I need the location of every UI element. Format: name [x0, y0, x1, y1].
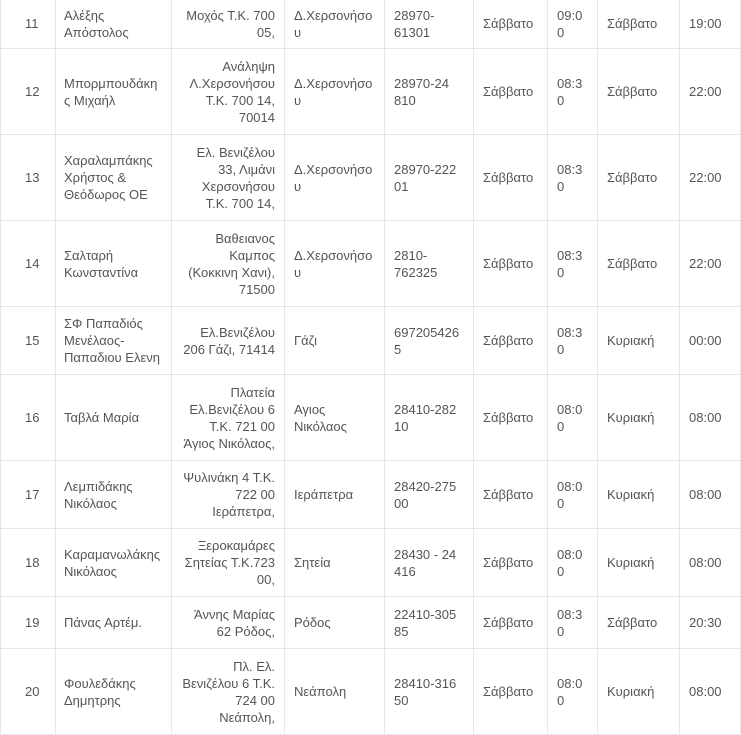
- open-day-cell: Σάββατο: [474, 461, 548, 529]
- close-day-cell: Κυριακή: [598, 529, 680, 597]
- open-time-cell: 08:00: [548, 461, 598, 529]
- close-day-cell: Σάββατο: [598, 0, 680, 49]
- close-time-cell: 00:00: [680, 307, 741, 375]
- table-row: [1, 375, 741, 461]
- open-time-cell: 08:30: [548, 307, 598, 375]
- area-cell: Νεάπολη: [285, 649, 385, 735]
- table-row: [1, 649, 741, 735]
- table-row: [1, 221, 741, 307]
- open-time-cell: 08:30: [548, 221, 598, 307]
- address-cell: Μοχός Τ.Κ. 700 05,: [172, 0, 285, 49]
- close-time-cell: 20:30: [680, 597, 741, 649]
- table-row: [1, 49, 741, 135]
- address-cell: Ελ. Βενιζέλου 33, Λιμάνι Χερσονήσου Τ.Κ. 700 14,: [172, 135, 285, 221]
- phone-number-cell: 6972054265: [385, 307, 474, 375]
- address-cell: Ανάληψη Λ.Χερσονήσου Τ.Κ. 700 14, 70014: [172, 49, 285, 135]
- open-day-cell: Σάββατο: [474, 375, 548, 461]
- close-day-cell: Σάββατο: [598, 135, 680, 221]
- address-cell: Άννης Μαρίας 62 Ρόδος,: [172, 597, 285, 649]
- table-row: [1, 0, 741, 49]
- row-number-cell: 14: [1, 221, 56, 307]
- area-cell: Ρόδος: [285, 597, 385, 649]
- row-number-cell: 19: [1, 597, 56, 649]
- phone-number-cell: 28420-275 00: [385, 461, 474, 529]
- table-row: [1, 461, 741, 529]
- close-time-cell: 08:00: [680, 461, 741, 529]
- close-day-cell: Κυριακή: [598, 375, 680, 461]
- table-row: [1, 529, 741, 597]
- pharmacist-name-cell: Φουλεδάκης Δημητρης: [56, 649, 172, 735]
- phone-number-cell: 28410-282 10: [385, 375, 474, 461]
- open-day-cell: Σάββατο: [474, 307, 548, 375]
- address-cell: Πλ. Ελ. Βενιζέλου 6 Τ.Κ. 724 00 Νεάπολη,: [172, 649, 285, 735]
- row-number-cell: 12: [1, 49, 56, 135]
- open-time-cell: 08:00: [548, 649, 598, 735]
- pharmacist-name-cell: ΣΦ Παπαδιός Μενέλαος-Παπαδιου Ελενη: [56, 307, 172, 375]
- address-cell: Πλατεία Ελ.Βενιζέλου 6 Τ.Κ. 721 00 Άγιος Νικόλαος,: [172, 375, 285, 461]
- phone-number-cell: 28410-316 50: [385, 649, 474, 735]
- row-number-cell: 20: [1, 649, 56, 735]
- address-cell: Βαθειανος Καμπος (Κοκκινη Χανι), 71500: [172, 221, 285, 307]
- close-day-cell: Κυριακή: [598, 461, 680, 529]
- open-day-cell: Σάββατο: [474, 649, 548, 735]
- area-cell: Σητεία: [285, 529, 385, 597]
- phone-number-cell: 28970-222 01: [385, 135, 474, 221]
- area-cell: Δ.Χερσονήσου: [285, 49, 385, 135]
- row-number-cell: 18: [1, 529, 56, 597]
- pharmacist-name-cell: Ταβλά Μαρία: [56, 375, 172, 461]
- phone-number-cell: 22410-305 85: [385, 597, 474, 649]
- open-day-cell: Σάββατο: [474, 0, 548, 49]
- close-day-cell: Κυριακή: [598, 649, 680, 735]
- pharmacist-name-cell: Λεμπιδάκης Νικόλαος: [56, 461, 172, 529]
- row-number-cell: 11: [1, 0, 56, 49]
- phone-number-cell: 2810-762325: [385, 221, 474, 307]
- row-number-cell: 15: [1, 307, 56, 375]
- pharmacist-name-cell: Αλέξης Απόστολος: [56, 0, 172, 49]
- close-day-cell: Σάββατο: [598, 597, 680, 649]
- area-cell: Δ.Χερσονήσου: [285, 135, 385, 221]
- pharmacist-name-cell: Πάνας Αρτέμ.: [56, 597, 172, 649]
- open-time-cell: 08:00: [548, 529, 598, 597]
- open-time-cell: 09:00: [548, 0, 598, 49]
- phone-number-cell: 28430 - 24 416: [385, 529, 474, 597]
- close-time-cell: 08:00: [680, 375, 741, 461]
- open-time-cell: 08:30: [548, 49, 598, 135]
- address-cell: Ελ.Βενιζέλου 206 Γάζι, 71414: [172, 307, 285, 375]
- pharmacist-name-cell: Σαλταρή Κωνσταντίνα: [56, 221, 172, 307]
- area-cell: Δ.Χερσονήσου: [285, 221, 385, 307]
- address-cell: Ψυλινάκη 4 Τ.Κ. 722 00 Ιεράπετρα,: [172, 461, 285, 529]
- close-time-cell: 22:00: [680, 135, 741, 221]
- area-cell: Δ.Χερσονήσου: [285, 0, 385, 49]
- close-time-cell: 22:00: [680, 221, 741, 307]
- address-cell: Ξεροκαμάρες Σητείας Τ.Κ.723 00,: [172, 529, 285, 597]
- open-day-cell: Σάββατο: [474, 597, 548, 649]
- close-time-cell: 08:00: [680, 649, 741, 735]
- pharmacist-name-cell: Μπορμπουδάκης Μιχαήλ: [56, 49, 172, 135]
- row-number-cell: 16: [1, 375, 56, 461]
- open-day-cell: Σάββατο: [474, 221, 548, 307]
- close-time-cell: 19:00: [680, 0, 741, 49]
- phone-number-cell: 28970-24 810: [385, 49, 474, 135]
- open-time-cell: 08:30: [548, 597, 598, 649]
- open-day-cell: Σάββατο: [474, 49, 548, 135]
- phone-number-cell: 28970-61301: [385, 0, 474, 49]
- pharmacist-name-cell: Καραμανωλάκης Νικόλαος: [56, 529, 172, 597]
- close-time-cell: 22:00: [680, 49, 741, 135]
- close-time-cell: 08:00: [680, 529, 741, 597]
- open-time-cell: 08:30: [548, 135, 598, 221]
- area-cell: Ιεράπετρα: [285, 461, 385, 529]
- open-time-cell: 08:00: [548, 375, 598, 461]
- row-number-cell: 17: [1, 461, 56, 529]
- table-row: [1, 135, 741, 221]
- area-cell: Αγιος Νικόλαος: [285, 375, 385, 461]
- table-row: [1, 597, 741, 649]
- open-day-cell: Σάββατο: [474, 529, 548, 597]
- row-number-cell: 13: [1, 135, 56, 221]
- table-row: [1, 307, 741, 375]
- area-cell: Γάζι: [285, 307, 385, 375]
- close-day-cell: Κυριακή: [598, 307, 680, 375]
- close-day-cell: Σάββατο: [598, 221, 680, 307]
- open-day-cell: Σάββατο: [474, 135, 548, 221]
- pharmacist-name-cell: Χαραλαμπάκης Χρήστος & Θεόδωρος ΟΕ: [56, 135, 172, 221]
- close-day-cell: Σάββατο: [598, 49, 680, 135]
